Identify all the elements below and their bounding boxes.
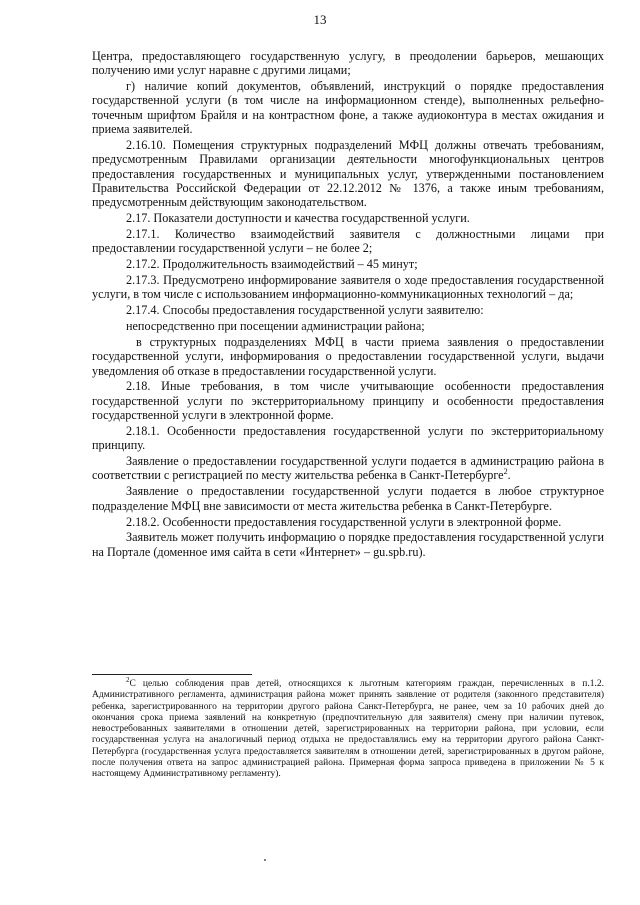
footnote-text: С целью соблюдения прав детей, относящихся к льготным категориям граждан, перечисленных в п.1.2. Административного регламента, администрация района может принять заявление от родителя (законного представителя) ребенка, зарегистрированного на территории другого района Санкт-Петербурга, не ранее, чем за 10 рабочих дней до окончания срока приема заявлений на конкретную (предпочтительную для заявителя) смену при наличии путевок, невостребованных заявителями в отношении детей, зарегистрированных на территории района, при условии, если государственная услуга на аналогичный период отдыха не предоставлялись ему на территории другого района Санкт-Петербурга (государственная услуга предоставляется заявителям в отношении детей, зарегистрированных в другом районе, после получения ответа на запрос администрацией района. Примерная форма запроса приведена в приложении № 5 к настоящему Административному регламенту). [92, 679, 604, 780]
paragraph: Центра, предоставляющего государственную услугу, в преодолении барьеров, мешающих получению ими услуг наравне с другими лицами; [92, 49, 604, 78]
footnote [92, 675, 604, 781]
section-heading: 2.18. Иные требования, в том числе учитывающие особенности предоставления государственной услуги по экстерриториальному принципу и особенности предоставления государственной услуги в электронной форме. [92, 379, 604, 423]
paragraph: 2.17.2. Продолжительность взаимодействий – 45 минут; [126, 257, 418, 272]
footnote-reference: 2 [503, 467, 508, 477]
paragraph: непосредственно при посещении администрации района; [126, 319, 425, 334]
footnote-divider [92, 674, 252, 675]
paragraph-text: Заявление о предоставлении государственной услуги подается в администрацию района в соответствии с регистрацией по месту жительства ребенка в Санкт-Петербурге [92, 454, 604, 483]
scan-speck [264, 859, 266, 861]
paragraph: 2.18.1. Особенности предоставления государственной услуги по экстерриториальному принципу. [92, 423, 604, 453]
paragraph: 2.17.4. Способы предоставления государственной услуги заявителю: [126, 303, 484, 318]
paragraph: 2.17.1. Количество взаимодействий заявителя с должностными лицами при предоставлении государственной услуги – не более 2; [92, 226, 604, 256]
footnote-marker: 2 [126, 675, 130, 684]
section-heading: 2.17. Показатели доступности и качества государственной услуги. [126, 211, 470, 226]
page-number: 13 [313, 12, 327, 27]
paragraph: г) наличие копий документов, объявлений, инструкций о порядке предоставления государственной услуги (в том числе на информационном стенде), выполненных рельефно-точечным шрифтом Брайля и на контрастном фоне, а также аудиоконтура в местах ожидания и приема заявителей. [92, 79, 604, 137]
paragraph: 2.18.2. Особенности предоставления государственной услуги в электронной форме. [126, 514, 562, 529]
paragraph: Заявление о предоставлении государственной услуги подается в администрацию района в соответствии с регистрацией по месту жительства ребенка в Санкт-Петербурге$^2$. [92, 454, 604, 483]
paragraph: 2.17.3. Предусмотрено информирование заявителя о ходе предоставления государственной услуги, в том числе с использованием информационно-коммуникационных технологий – да; [92, 273, 604, 302]
paragraph: в структурных подразделениях МФЦ в части приема заявления о предоставлении государственной услуги, информирования о предоставлении государственной услуги, выдачи уведомления об отказе в предоставлении государственной услуги. [92, 334, 604, 378]
paragraph: 2.16.10. Помещения структурных подразделений МФЦ должны отвечать требованиям, предусмотренным Правилами организации деятельности многофункциональных центров предоставления государственных и муниципальных услуг, утвержденными постановлением Правительства Российской Федерации от 22.12.2012 № 1376, а также иным требованиям, предусмотренным действующим законодательством. [92, 137, 604, 210]
document-body [92, 49, 604, 561]
paragraph: Заявитель может получить информацию о порядке предоставления государственной услуги на Портале (доменное имя сайта в сети «Интернет» – gu.spb.ru). [92, 530, 604, 559]
paragraph: Заявление о предоставлении государственной услуги подается в любое структурное подразделение МФЦ вне зависимости от места жительства ребенка в Санкт-Петербурге. [92, 484, 604, 513]
